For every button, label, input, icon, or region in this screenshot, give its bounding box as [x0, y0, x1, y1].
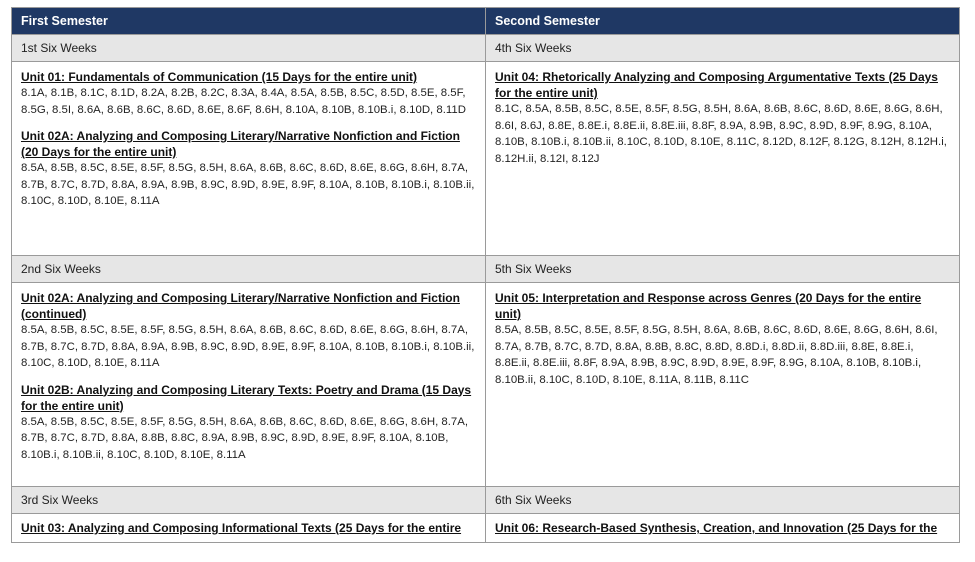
unit-02a-title: Unit 02A: Analyzing and Composing Literary/Narrative Nonfiction and Fiction (20 Days for the entire unit)	[21, 129, 460, 159]
units-cell-1st	[12, 62, 486, 256]
unit-02b-standards: 8.5A, 8.5B, 8.5C, 8.5E, 8.5F, 8.5G, 8.5H, 8.6A, 8.6B, 8.6C, 8.6D, 8.6E, 8.6G, 8.6H, 8.7A, 8.7B, 8.7C, 8.7D, 8.8A, 8.8B, 8.8C, 8.9A, 8.9B, 8.9C, 8.9D, 8.9E, 8.9F, 8.10A, 8.10B, 8.10B.i, 8.10B.ii, 8.10C, 8.10D, 8.10E, 8.11A	[21, 415, 469, 461]
unit-block	[495, 290, 950, 388]
unit-02a-continued-standards: 8.5A, 8.5B, 8.5C, 8.5E, 8.5F, 8.5G, 8.5H, 8.6A, 8.6B, 8.6C, 8.6D, 8.6E, 8.6G, 8.6H, 8.7A, 8.7B, 8.7C, 8.7D, 8.8A, 8.9A, 8.9B, 8.9C, 8.9D, 8.9E, 8.9F, 8.10A, 8.10B, 8.10B.i, 8.10B.ii, 8.10C, 8.10D, 8.10E, 8.11A	[21, 324, 475, 369]
unit-05-standards: 8.5A, 8.5B, 8.5C, 8.5E, 8.5F, 8.5G, 8.5H, 8.6A, 8.6B, 8.6C, 8.6D, 8.6E, 8.6G, 8.6H, 8.6I, 8.7A, 8.7B, 8.7C, 8.7D, 8.8A, 8.8B, 8.8C, 8.8D, 8.8D.i, 8.8D.ii, 8.8D.iii, 8.8E, 8.8E.i, 8.8E.ii, 8.8E.iii, 8.8F, 8.9A, 8.9B, 8.9C, 8.9D, 8.9E, 8.9F, 8.9G, 8.10A, 8.10B, 8.10B.i, 8.10B.ii, 8.10C, 8.10D, 8.10E, 8.11A, 8.11B, 8.11C	[495, 324, 938, 386]
period-label-2nd: 2nd Six Weeks	[12, 256, 486, 283]
unit-03-title: Unit 03: Analyzing and Composing Informational Texts (25 Days for the entire	[21, 521, 462, 535]
unit-block	[21, 382, 476, 464]
curriculum-table	[11, 7, 960, 543]
header-row	[12, 8, 960, 35]
unit-01-standards: 8.1A, 8.1B, 8.1C, 8.1D, 8.2A, 8.2B, 8.2C, 8.3A, 8.4A, 8.5A, 8.5B, 8.5C, 8.5D, 8.5E, 8.5F, 8.5G, 8.5I, 8.6A, 8.6B, 8.6C, 8.6D, 8.6E, 8.6F, 8.6H, 8.10A, 8.10B, 8.10B.i, 8.10D, 8.11D	[21, 87, 466, 116]
unit-block	[21, 128, 476, 210]
period-row	[12, 256, 960, 283]
unit-02a-standards: 8.5A, 8.5B, 8.5C, 8.5E, 8.5F, 8.5G, 8.5H, 8.6A, 8.6B, 8.6C, 8.6D, 8.6E, 8.6G, 8.6H, 8.7A, 8.7B, 8.7C, 8.7D, 8.8A, 8.9A, 8.9B, 8.9C, 8.9D, 8.9E, 8.9F, 8.10A, 8.10B, 8.10B.i, 8.10B.ii, 8.10C, 8.10D, 8.10E, 8.11A	[21, 162, 475, 207]
units-cell-5th	[486, 283, 960, 487]
period-label-6th: 6th Six Weeks	[486, 487, 960, 514]
second-semester-header: Second Semester	[486, 8, 960, 35]
first-semester-header: First Semester	[12, 8, 486, 35]
unit-05-title: Unit 05: Interpretation and Response across Genres (20 Days for the entire unit)	[495, 291, 922, 321]
unit-06-title: Unit 06: Research-Based Synthesis, Creation, and Innovation (25 Days for the	[495, 521, 938, 535]
unit-block	[21, 290, 476, 372]
unit-04-title: Unit 04: Rhetorically Analyzing and Composing Argumentative Texts (25 Days for the entire unit)	[495, 70, 938, 100]
period-label-3rd: 3rd Six Weeks	[12, 487, 486, 514]
units-row	[12, 283, 960, 487]
units-cell-2nd	[12, 283, 486, 487]
period-row	[12, 487, 960, 514]
unit-02a-continued-title: Unit 02A: Analyzing and Composing Literary/Narrative Nonfiction and Fiction (continued)	[21, 291, 460, 321]
period-row	[12, 35, 960, 62]
unit-02b-title: Unit 02B: Analyzing and Composing Literary Texts: Poetry and Drama (15 Days for the entire unit)	[21, 382, 472, 413]
period-label-5th: 5th Six Weeks	[486, 256, 960, 283]
unit-04-standards: 8.1C, 8.5A, 8.5B, 8.5C, 8.5E, 8.5F, 8.5G, 8.5H, 8.6A, 8.6B, 8.6C, 8.6D, 8.6E, 8.6G, 8.6H, 8.6I, 8.6J, 8.8E, 8.8E.i, 8.8E.ii, 8.8E.iii, 8.8F, 8.9A, 8.9B, 8.9C, 8.9D, 8.9F, 8.9G, 8.10A, 8.10B, 8.10B.i, 8.10B.ii, 8.10C, 8.10D, 8.10E, 8.11C, 8.12D, 8.12F, 8.12G, 8.12H, 8.12H.i, 8.12H.ii, 8.12I, 8.12J	[495, 103, 947, 165]
units-cell-3rd	[12, 514, 486, 543]
units-row	[12, 62, 960, 256]
units-row	[12, 514, 960, 543]
unit-01-title: Unit 01: Fundamentals of Communication (15 Days for the entire unit)	[21, 70, 418, 84]
unit-block	[21, 69, 476, 118]
units-cell-6th	[486, 514, 960, 543]
period-label-4th: 4th Six Weeks	[486, 35, 960, 62]
unit-block	[495, 69, 950, 167]
units-cell-4th	[486, 62, 960, 256]
period-label-1st: 1st Six Weeks	[12, 35, 486, 62]
